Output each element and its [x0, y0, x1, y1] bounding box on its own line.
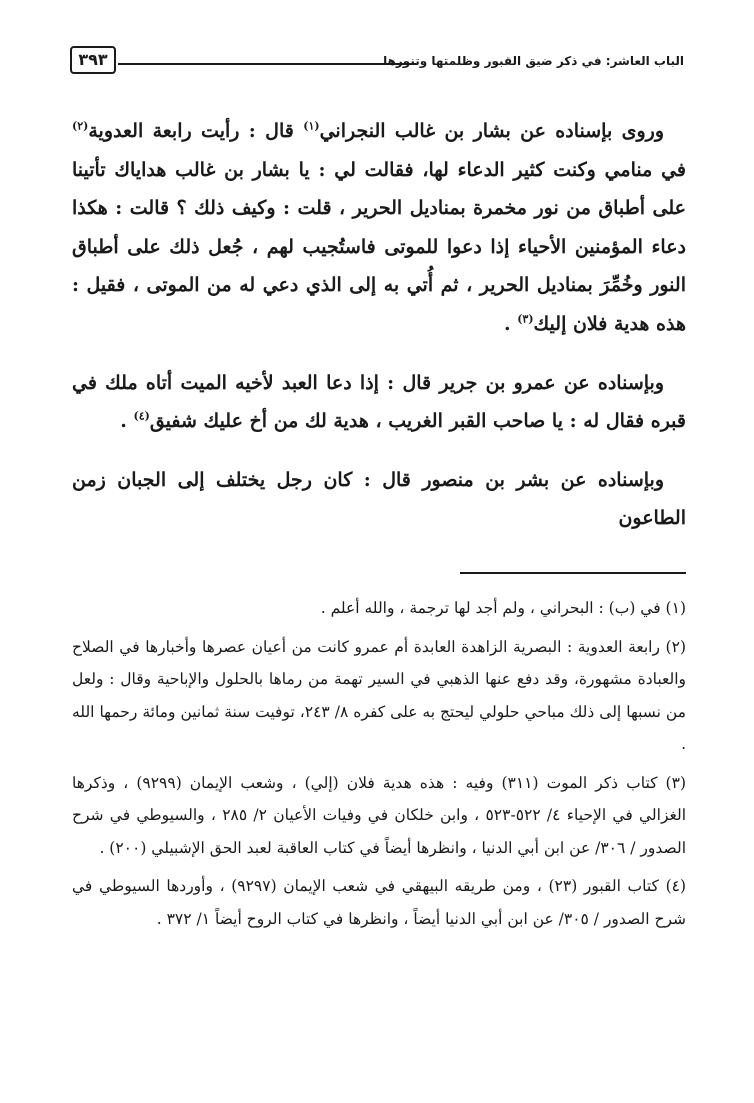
page-number: ٣٩٣ — [70, 46, 116, 74]
chapter-title: الباب العاشر: في ذكر ضيق القبور وظلمتها وتنورها — [383, 54, 684, 68]
text-run: . — [503, 312, 518, 335]
footnote-ref-4: (٤) — [133, 409, 150, 423]
footnote-1: (١) في (ب) : البحراني ، ولم أجد لها ترجمة ، والله أعلم . — [320, 599, 686, 617]
footnote-ref-2: (٢) — [72, 119, 89, 133]
main-text — [72, 112, 686, 558]
footnote-ref-1: (١) — [303, 119, 320, 133]
text-run: وبإسناده عن بشر بن منصور قال : كان رجل يختلف إلى الجبان زمن الطاعون — [72, 468, 686, 530]
page-header — [70, 40, 684, 78]
footnote-3: (٣) كتاب ذكر الموت (٣١١) وفيه : هذه هدية فلان (إلي) ، وشعب الإيمان (٩٢٩٩) ، وذكرها الغزالي في الإحياء ٤/ ٥٢٢-٥٢٣ ، وابن خلكان في وفيات الأعيان ٢/ ٢٨٥ ، والسيوطي في شرح الصدور / ٣٠٦/ عن ابن أبي الدنيا ، وانظرها أيضاً في كتاب العاقبة لعبد الحق الإشبيلي (٢٠٠) . — [72, 773, 686, 857]
paragraph-3 — [72, 461, 686, 538]
footnote-2: (٢) رابعة العدوية : البصرية الزاهدة العابدة أم عمرو كانت من أعيان عصرها وأخبارها في الصلاح والعبادة مشهورة، وقد دفع عنها الذهبي في السير تهمة من رماها بالحلول والإباحية وقال : ولعل من نسبها إلى ذلك مباحي حلولي ليحتج به على كفره ٨/ ٢٤٣، توفيت سنة ثمانين ومائة رحمها الله . — [72, 637, 686, 753]
text-run: وروى بإسناده عن بشار بن غالب النجراني — [319, 120, 664, 142]
text-run: . — [120, 410, 134, 433]
header-rule — [118, 63, 416, 65]
paragraph-1 — [72, 112, 686, 344]
footnote-ref-3: (٣) — [517, 312, 534, 326]
footnotes — [72, 592, 686, 941]
footnote-separator — [460, 572, 686, 574]
text-run: في منامي وكنت كثير الدعاء لها، فقالت لي : يا بشار بن غالب هداياك تأتينا على أطباق من نور مخمرة بمناديل الحرير ، قلت : وكيف ذلك ؟ قالت : هكذا دعاء المؤمنين الأحياء إذا دعوا للموتى فاستُجيب لهم ، جُعل ذلك على أطباق النور وخُمِّرَ بمناديل الحرير ، ثم أُتي به إلى الذي دعي له من الموتى ، فقيل : هذه هدية فلان إليك — [72, 158, 686, 335]
text-run: وبإسناده عن عمرو بن جرير قال : إذا دعا العبد لأخيه الميت أتاه ملك في قبره فقال له : يا صاحب القبر الغريب ، هدية لك من أخ عليك شفيق — [72, 371, 686, 433]
footnote-4: (٤) كتاب القبور (٢٣) ، ومن طريقه البيهقي في شعب الإيمان (٩٢٩٧) ، وأوردها السيوطي في شرح الصدور / ٣٠٥/ عن ابن أبي الدنيا أيضاً ، وانظرها في كتاب الروح أيضاً ١/ ٣٧٢ . — [72, 877, 687, 928]
text-run: قال : رأيت رابعة العدوية — [88, 120, 304, 142]
paragraph-2 — [72, 364, 686, 441]
